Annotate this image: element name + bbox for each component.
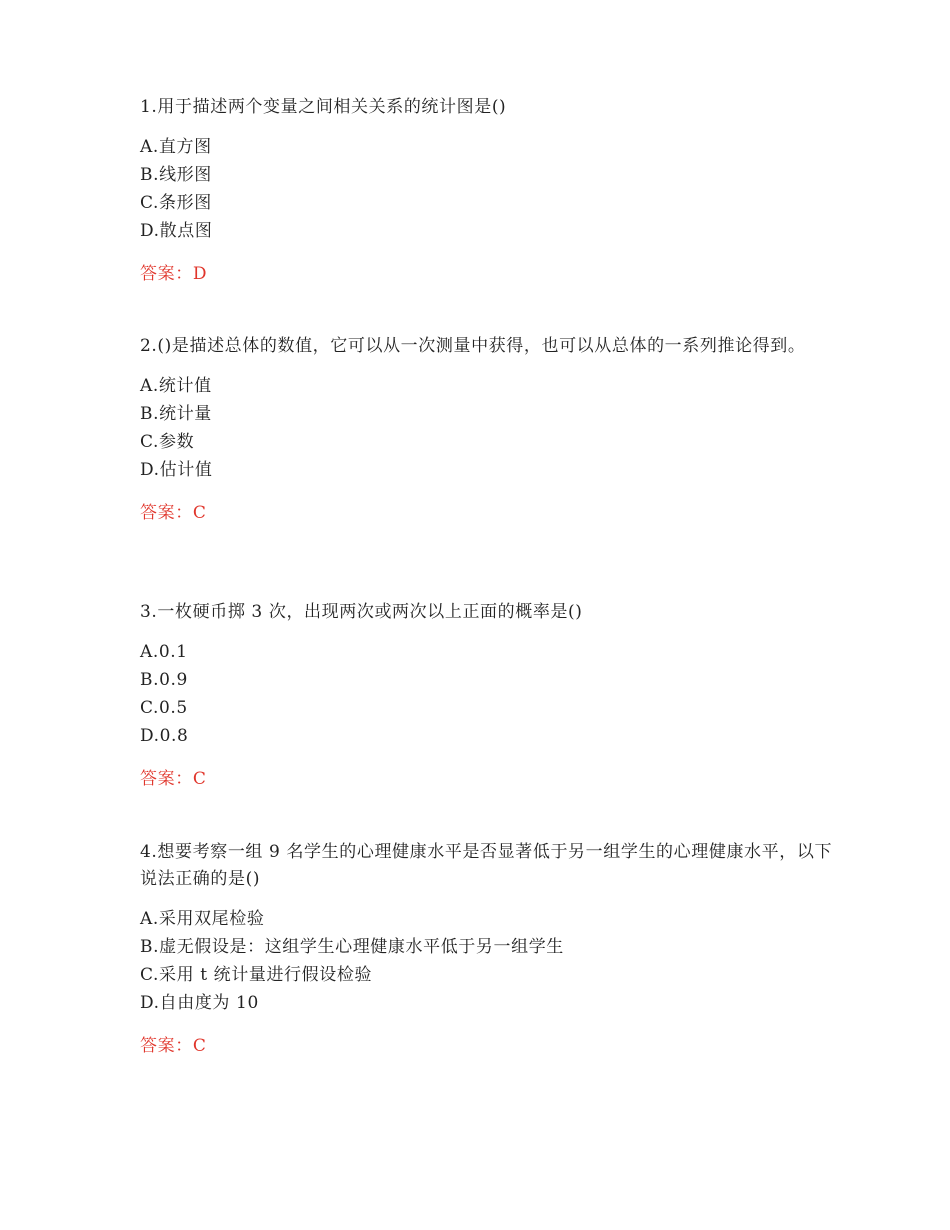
option-a: A.统计值	[140, 376, 212, 396]
answer-label: 答案：	[140, 503, 193, 523]
option-a: A.直方图	[140, 137, 212, 157]
option-b: B.线形图	[140, 165, 212, 185]
option-a: A.采用双尾检验	[140, 909, 265, 929]
option-c: C.参数	[140, 432, 195, 452]
answer-value: C	[192, 1036, 207, 1056]
option-list	[140, 638, 840, 750]
answer-line	[140, 1032, 840, 1060]
option-list	[140, 905, 840, 1017]
answer-value: C	[192, 769, 207, 789]
option-d: D.估计值	[140, 460, 213, 480]
option-list	[140, 372, 840, 484]
option-b: B.0.9	[140, 670, 188, 690]
question-text: 1.用于描述两个变量之间相关关系的统计图是()	[140, 97, 507, 117]
question-text: 4.想要考察一组 9 名学生的心理健康水平是否显著低于另一组学生的心理健康水平，以下说法正确的是()	[140, 842, 833, 889]
answer-line	[140, 499, 840, 527]
answer-value: D	[192, 264, 208, 284]
option-d: D.自由度为 10	[140, 993, 259, 1013]
question-2	[140, 333, 840, 527]
option-d: D.散点图	[140, 221, 213, 241]
option-a: A.0.1	[140, 642, 188, 662]
question-4	[140, 839, 840, 1060]
option-b: B.虚无假设是：这组学生心理健康水平低于另一组学生	[140, 937, 564, 957]
answer-label: 答案：	[140, 769, 193, 789]
question-3	[140, 599, 840, 793]
answer-label: 答案：	[140, 1036, 193, 1056]
question-text: 3.一枚硬币掷 3 次，出现两次或两次以上正面的概率是()	[140, 602, 583, 622]
answer-value: C	[192, 503, 207, 523]
question-1	[140, 94, 840, 288]
option-c: C.0.5	[140, 698, 188, 718]
option-list	[140, 133, 840, 245]
answer-label: 答案：	[140, 264, 193, 284]
option-d: D.0.8	[140, 726, 189, 746]
option-b: B.统计量	[140, 404, 212, 424]
option-c: C.条形图	[140, 193, 212, 213]
question-text: 2.()是描述总体的数值，它可以从一次测量中获得，也可以从总体的一系列推论得到。	[140, 336, 806, 356]
answer-line	[140, 765, 840, 793]
answer-line	[140, 260, 840, 288]
option-c: C.采用 t 统计量进行假设检验	[140, 965, 373, 985]
